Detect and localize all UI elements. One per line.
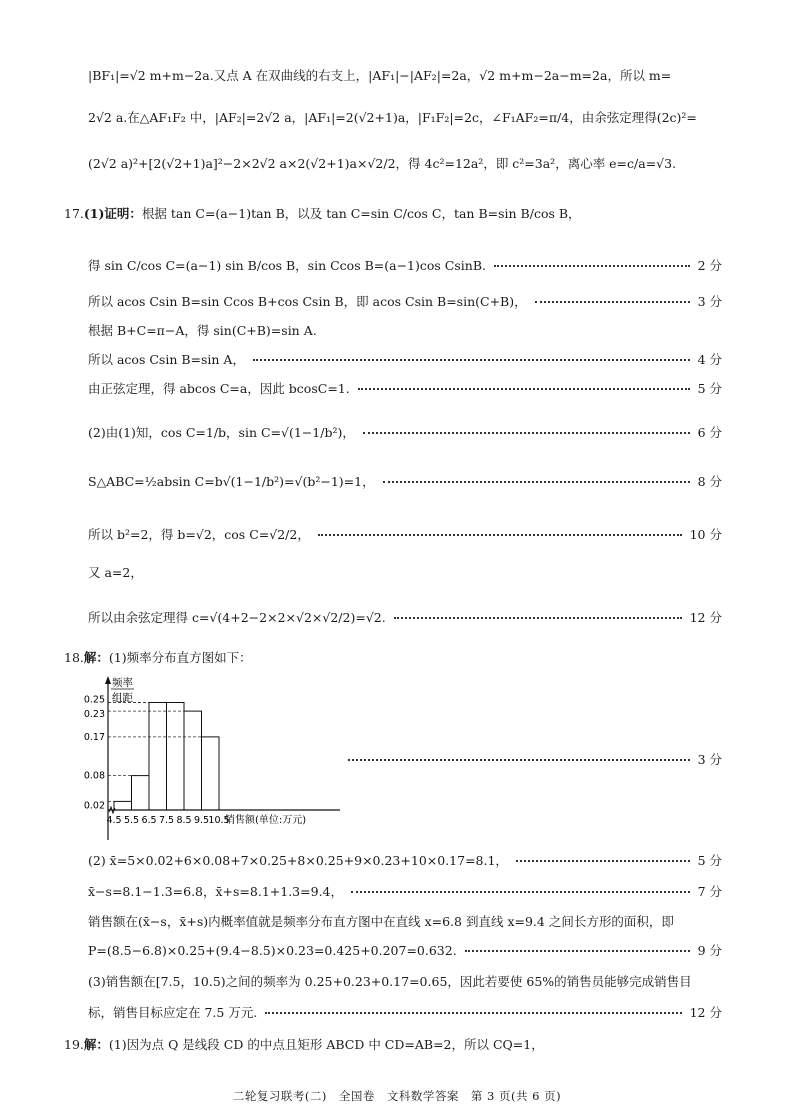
histogram-bar bbox=[132, 776, 150, 810]
y-axis-label-top: 频率 bbox=[112, 677, 133, 689]
text-line: |BF₁|=√2 m+m−2a.又点 A 在双曲线的右支上，|AF₁|−|AF₂|=2a，√2 m+m−2a−m=2a，所以 m= bbox=[88, 68, 672, 83]
q19-heading bbox=[64, 1037, 722, 1053]
score-label: 3 分 bbox=[697, 752, 722, 767]
y-tick-label: 0.02 bbox=[83, 800, 105, 812]
y-tick-label: 0.25 bbox=[83, 694, 105, 706]
score-label: 8 分 bbox=[697, 474, 722, 489]
dot-leader bbox=[383, 472, 690, 483]
solution-step: S△ABC=½absin C=b√(1−1/b²)=√(b²−1)=1， 8 分 bbox=[88, 474, 722, 489]
y-axis-arrow-icon bbox=[105, 676, 111, 684]
solution-step: x̄−s=8.1−1.3=6.8，x̄+s=8.1+1.3=9.4， 7 分 bbox=[88, 884, 722, 899]
page-footer: 二轮复习联考(二) 全国卷 文科数学答案 第 3 页(共 6 页) bbox=[232, 1089, 562, 1103]
question-number: 18. bbox=[64, 650, 84, 665]
solution-label: 解： bbox=[83, 650, 109, 665]
score-label: 3 分 bbox=[697, 294, 722, 309]
x-tick-label: 9.5 bbox=[193, 815, 210, 826]
score-label: 10 分 bbox=[689, 527, 722, 542]
y-tick-label: 0.17 bbox=[83, 731, 105, 743]
score-label: 5 分 bbox=[697, 853, 722, 868]
question-number: 19. bbox=[64, 1037, 84, 1052]
dot-leader bbox=[465, 941, 690, 952]
solution-step: (2) x̄=5×0.02+6×0.08+7×0.25+8×0.25+9×0.23+10×0.17=8.1， 5 分 bbox=[88, 853, 722, 868]
x-tick-label: 10.5 bbox=[208, 815, 230, 826]
solution-step: 所以 acos Csin B=sin A， 4 分 bbox=[88, 352, 722, 367]
q17-heading bbox=[64, 206, 722, 222]
score-label: 5 分 bbox=[697, 381, 722, 396]
dot-leader bbox=[318, 525, 682, 536]
solution-step: (2)由(1)知，cos C=1/b，sin C=√(1−1/b²)， 6 分 bbox=[88, 425, 722, 440]
solution-step: 由正弦定理，得 abcos C=a，因此 bcosC=1. 5 分 bbox=[88, 381, 722, 396]
histogram-bar bbox=[114, 801, 132, 810]
solution-step: 根据 B+C=π−A，得 sin(C+B)=sin A. bbox=[88, 323, 317, 338]
dot-leader bbox=[348, 750, 690, 761]
proof-label: (1)证明： bbox=[83, 206, 142, 221]
histogram-bar bbox=[184, 711, 202, 810]
x-axis-label: 销售额(单位:万元) bbox=[225, 815, 307, 826]
histogram-bar bbox=[167, 703, 185, 811]
dot-leader bbox=[351, 882, 690, 893]
heading-text: 根据 tan C=(a−1)tan B，以及 tan C=sin C/cos C，tan B=sin B/cos B， bbox=[141, 206, 581, 221]
dot-leader bbox=[535, 292, 690, 303]
dot-leader bbox=[516, 851, 690, 862]
histogram-bar bbox=[149, 703, 167, 811]
score-label: 2 分 bbox=[697, 258, 722, 273]
frequency-histogram bbox=[78, 672, 358, 842]
solution-label: 解： bbox=[83, 1037, 109, 1052]
text-line: 2√2 a.在△AF₁F₂ 中，|AF₂|=2√2 a，|AF₁|=2(√2+1)a，|F₁F₂|=2c，∠F₁AF₂=π/4，由余弦定理得(2c)²= bbox=[88, 110, 697, 125]
solution-step: 所以 acos Csin B=sin Ccos B+cos Csin B，即 acos Csin B=sin(C+B)， 3 分 bbox=[88, 294, 722, 309]
heading-text: (1)因为点 Q 是线段 CD 的中点且矩形 ABCD 中 CD=AB=2，所以 CQ=1， bbox=[108, 1037, 544, 1052]
y-axis-label-bottom: 组距 bbox=[112, 692, 133, 704]
dot-leader bbox=[265, 1003, 681, 1014]
dot-leader bbox=[363, 423, 690, 434]
solution-step: 又 a=2， bbox=[88, 565, 143, 580]
histogram-bar bbox=[202, 737, 220, 810]
dot-leader bbox=[253, 350, 690, 361]
heading-text: (1)频率分布直方图如下： bbox=[108, 650, 252, 665]
solution-step: 标，销售目标应定在 7.5 万元. 12 分 bbox=[88, 1005, 722, 1020]
x-tick-label: 5.5 bbox=[123, 815, 140, 826]
y-tick-label: 0.23 bbox=[83, 709, 105, 721]
dot-leader bbox=[394, 608, 682, 619]
solution-step: 得 sin C/cos C=(a−1) sin B/cos B，sin Ccos B=(a−1)cos CsinB. 2 分 bbox=[88, 258, 722, 273]
text-line: (2√2 a)²+[2(√2+1)a]²−2×2√2 a×2(√2+1)a×√2/2，得 4c²=12a²，即 c²=3a²，离心率 e=c/a=√3. bbox=[88, 156, 677, 171]
x-tick-label: 4.5 bbox=[106, 815, 122, 826]
solution-step: 所以 b²=2，得 b=√2，cos C=√2/2， 10 分 bbox=[88, 527, 722, 542]
solution-step: P=(8.5−6.8)×0.25+(9.4−8.5)×0.23=0.425+0.207=0.632. 9 分 bbox=[88, 943, 722, 958]
score-label: 9 分 bbox=[697, 943, 722, 958]
solution-step: 所以由余弦定理得 c=√(4+2−2×2×√2×√2/2)=√2. 12 分 bbox=[88, 610, 722, 625]
question-number: 17. bbox=[64, 206, 84, 221]
q18-heading bbox=[64, 650, 722, 666]
y-tick-label: 0.08 bbox=[83, 770, 105, 782]
score-label: 7 分 bbox=[697, 884, 722, 899]
x-tick-label: 6.5 bbox=[141, 815, 157, 826]
score-label: 4 分 bbox=[697, 352, 722, 367]
x-tick-label: 7.5 bbox=[158, 815, 175, 826]
score-label: 6 分 bbox=[697, 425, 722, 440]
histogram-score-line bbox=[340, 750, 722, 768]
solution-step: 销售额在(x̄−s，x̄+s)内概率值就是频率分布直方图中在直线 x=6.8 到直线 x=9.4 之间长方形的面积，即 bbox=[88, 914, 674, 929]
dot-leader bbox=[494, 256, 690, 267]
score-label: 12 分 bbox=[689, 610, 722, 625]
dot-leader bbox=[358, 379, 690, 390]
score-label: 12 分 bbox=[689, 1005, 722, 1020]
solution-step: (3)销售额在[7.5，10.5)之间的频率为 0.25+0.23+0.17=0.65，因此若要使 65%的销售员能够完成销售目 bbox=[88, 974, 692, 989]
x-tick-label: 8.5 bbox=[176, 815, 192, 826]
